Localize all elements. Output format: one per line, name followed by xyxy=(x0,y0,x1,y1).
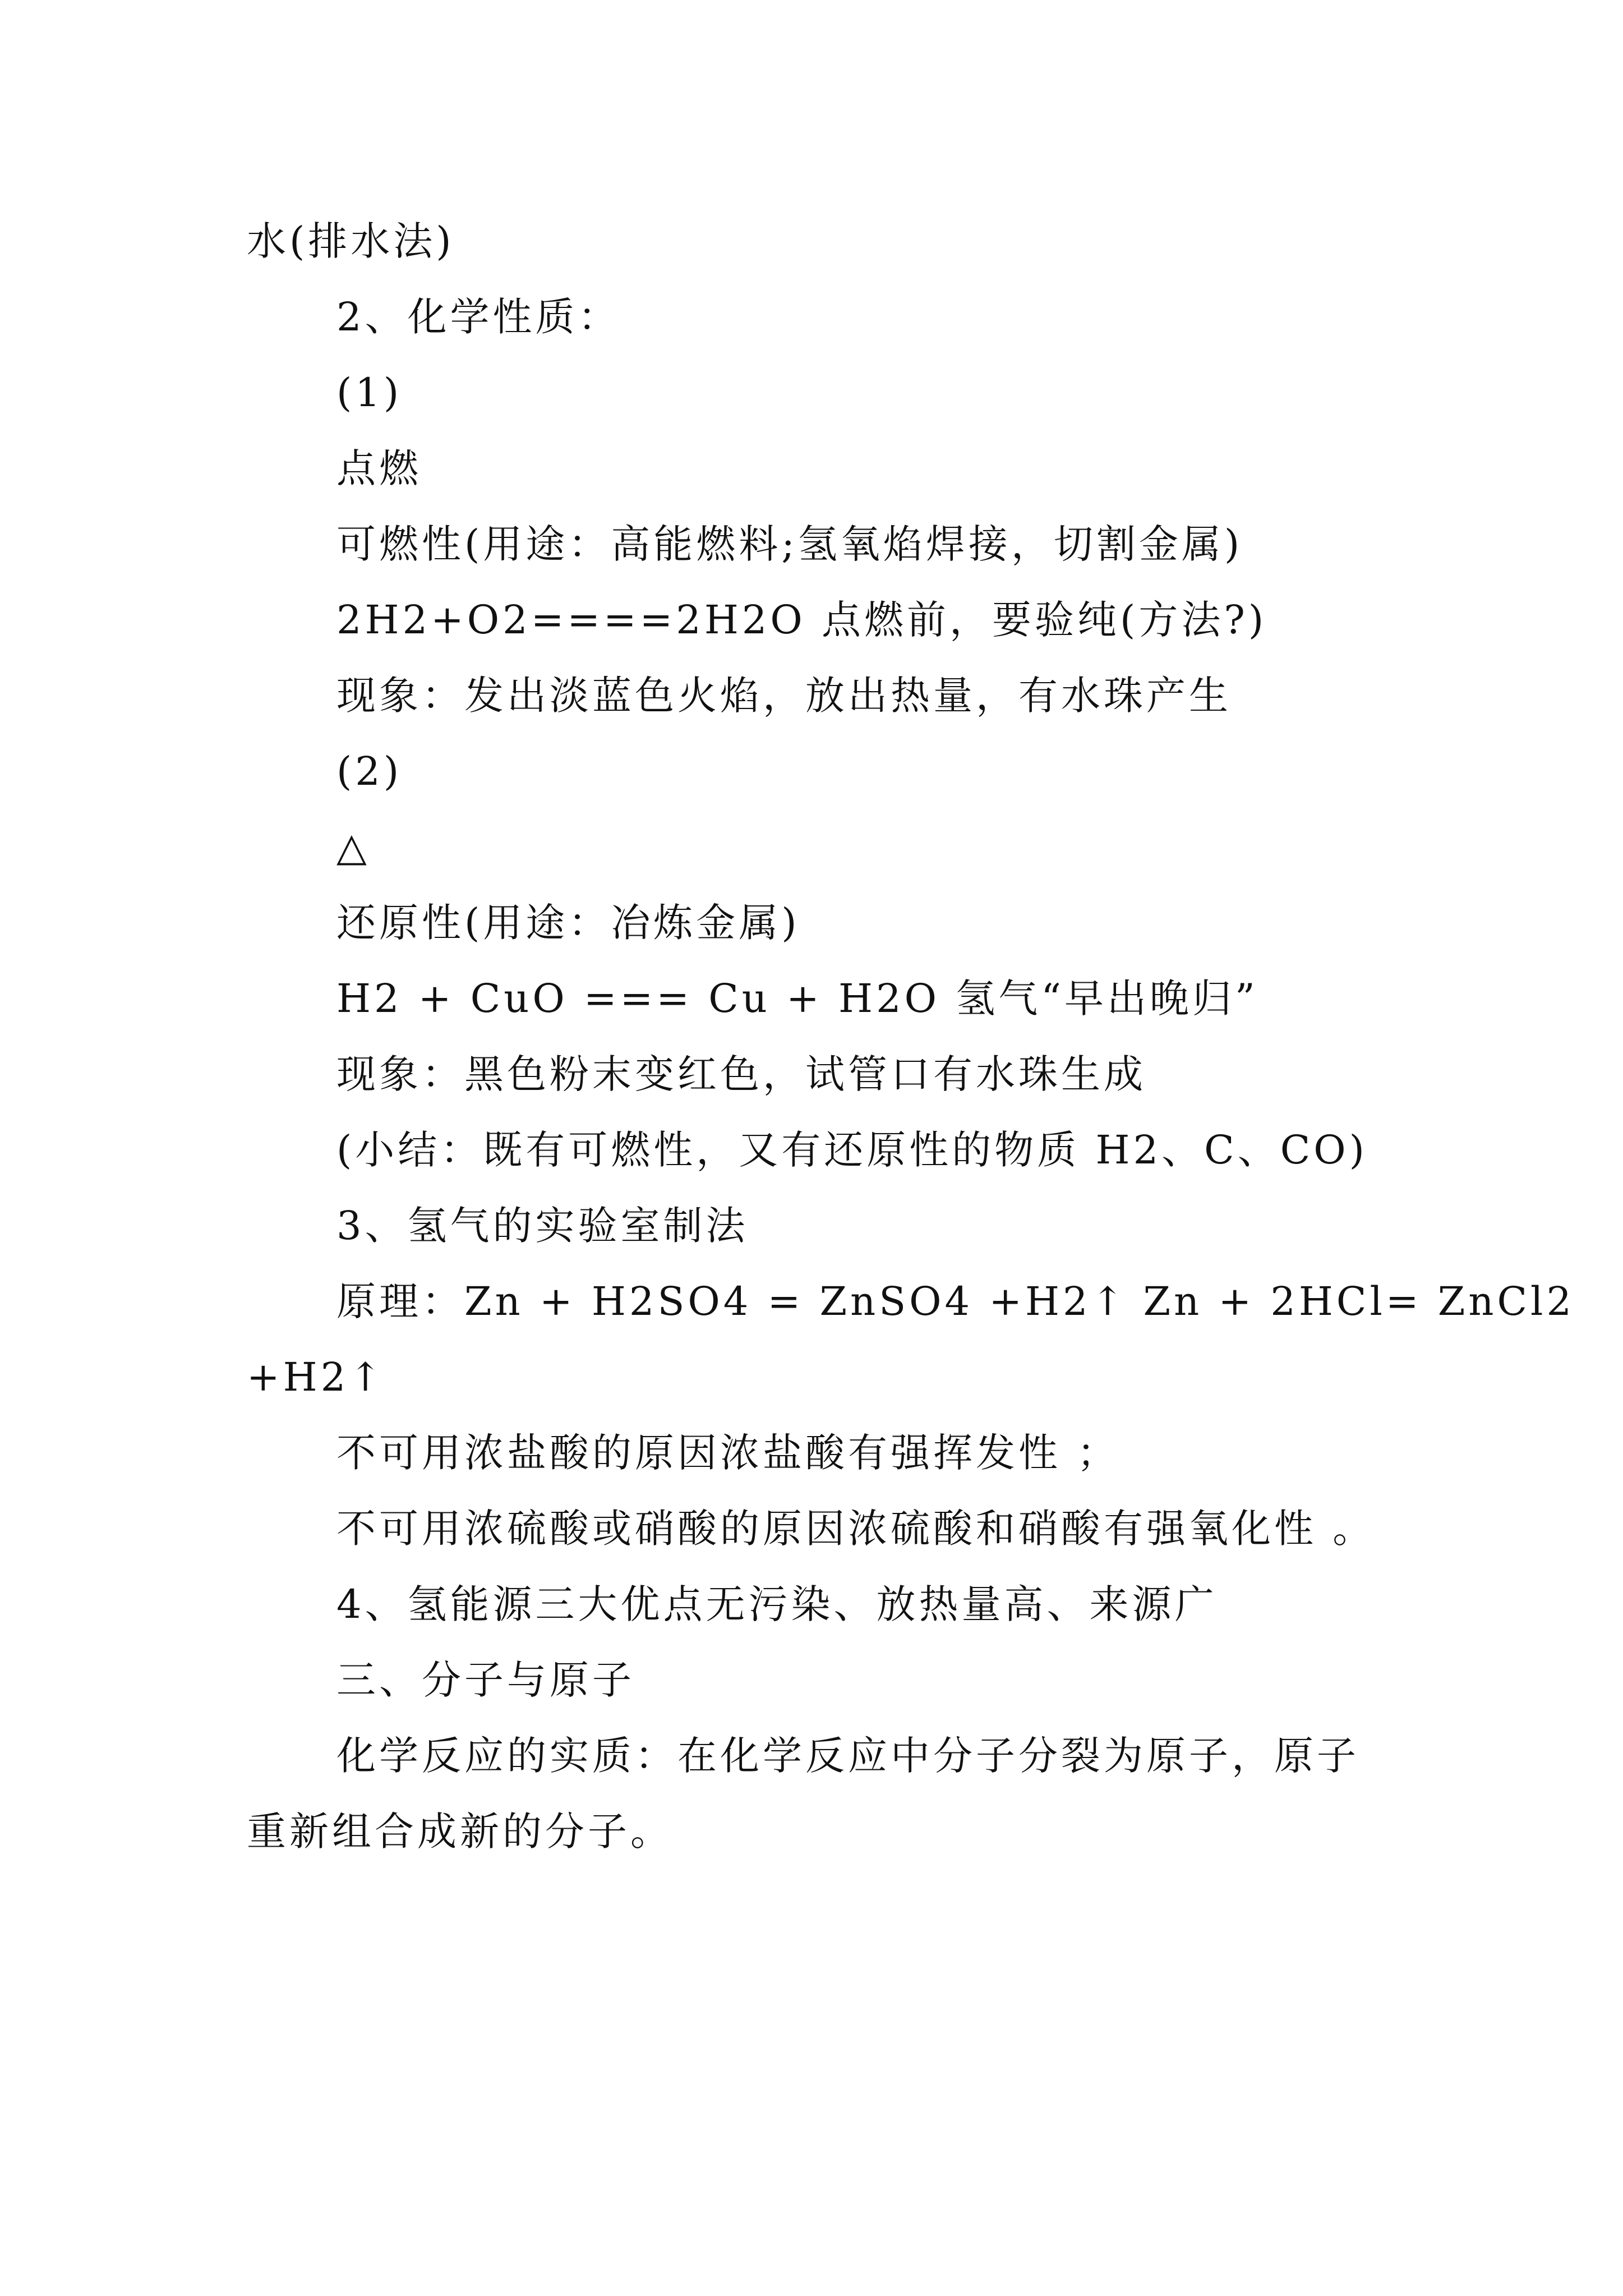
text-line-acid-reason: 不可用浓硫酸或硝酸的原因浓硫酸和硝酸有强氧化性 。 xyxy=(336,1506,1376,1552)
text-line-flammability: 可燃性(用途：高能燃料;氢氧焰焊接，切割金属) xyxy=(336,521,1243,567)
text-line-reaction-essence-continuation: 重新组合成新的分子。 xyxy=(247,1809,673,1855)
text-line-summary: (小结：既有可燃性，又有还原性的物质 H2、C、CO) xyxy=(336,1127,1368,1173)
reaction-condition-heat: △ xyxy=(336,824,370,870)
text-line-hcl-reason: 不可用浓盐酸的原因浓盐酸有强挥发性 ； xyxy=(336,1430,1120,1476)
text-line-phenomenon-2: 现象：黑色粉末变红色，试管口有水珠生成 xyxy=(336,1051,1146,1097)
equation-principle-continuation: +H2↑ xyxy=(247,1354,385,1400)
equation-principle: 原理：Zn + H2SO4 = ZnSO4 +H2↑ Zn + 2HCl= ZnCl2 xyxy=(336,1278,1575,1324)
text-line-continuation: 水(排水法) xyxy=(247,218,455,264)
reaction-condition-ignite: 点燃 xyxy=(336,445,422,491)
text-line-reaction-essence: 化学反应的实质：在化学反应中分子分裂为原子，原子 xyxy=(336,1733,1359,1779)
text-line-phenomenon-1: 现象：发出淡蓝色火焰，放出热量，有水珠产生 xyxy=(336,673,1232,719)
equation-reduction: H2 + CuO === Cu + H2O 氢气“早出晚归” xyxy=(336,976,1258,1022)
section-heading-molecules-atoms: 三、分子与原子 xyxy=(336,1657,635,1703)
list-marker-2: (2) xyxy=(336,748,403,794)
section-heading-chemical-properties: 2、化学性质： xyxy=(336,294,621,340)
text-line-reducibility: 还原性(用途：冶炼金属) xyxy=(336,900,800,946)
list-marker-1: (1) xyxy=(336,370,403,416)
equation-combustion: 2H2+O2====2H2O 点燃前，要验纯(方法?) xyxy=(336,597,1267,643)
section-heading-lab-preparation: 3、氢气的实验室制法 xyxy=(336,1203,749,1249)
section-heading-hydrogen-energy: 4、氢能源三大优点无污染、放热量高、来源广 xyxy=(336,1581,1218,1627)
